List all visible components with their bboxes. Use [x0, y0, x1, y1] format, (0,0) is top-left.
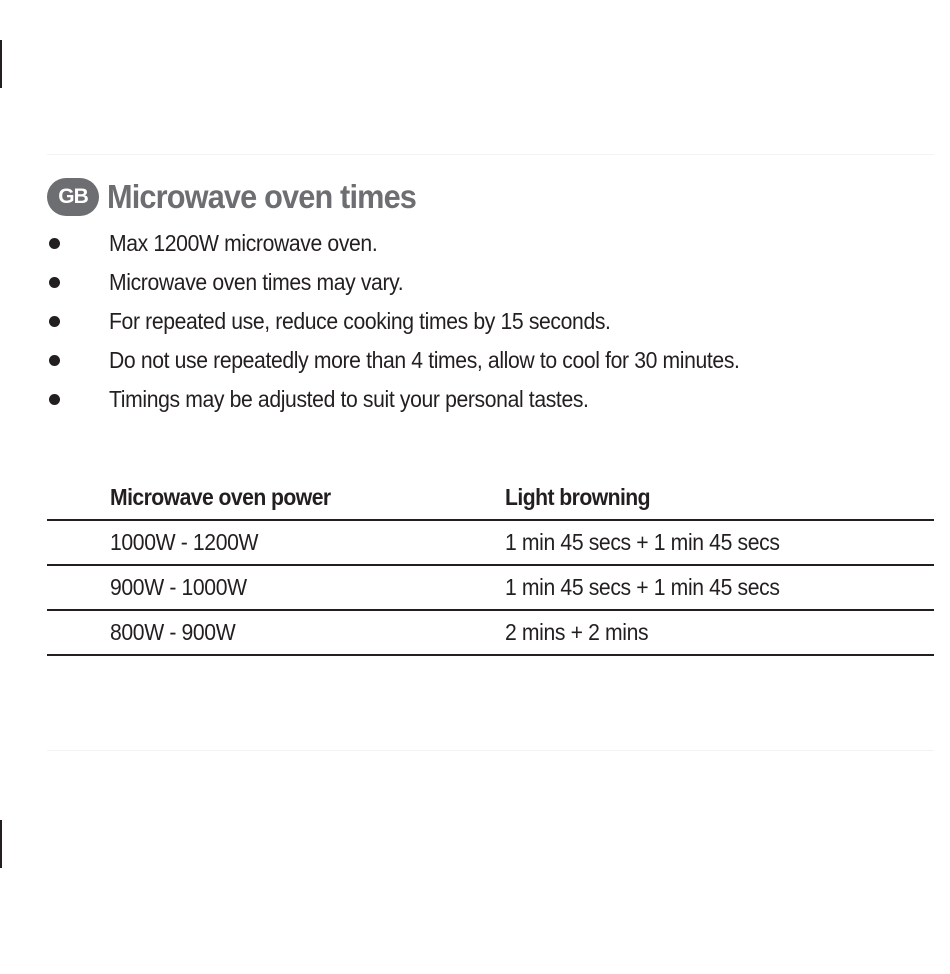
list-item-text: Microwave oven times may vary.: [109, 269, 404, 295]
header-power: Microwave oven power: [110, 484, 331, 510]
power-cell: 800W - 900W: [110, 619, 236, 645]
list-item: [47, 341, 794, 380]
bullet-icon: [49, 394, 60, 405]
table-header-row: [47, 476, 934, 521]
list-item: [47, 263, 794, 302]
list-item: [47, 302, 794, 341]
table-row: [47, 521, 934, 566]
page-divider-bottom: [47, 750, 934, 751]
section-title: Microwave oven times: [107, 178, 417, 215]
language-badge: GB: [47, 178, 99, 216]
instruction-list: [47, 224, 794, 419]
table-row: [47, 566, 934, 611]
crop-mark-bottom: [0, 820, 2, 868]
power-cell: 1000W - 1200W: [110, 529, 259, 555]
bullet-icon: [49, 277, 60, 288]
time-cell: 1 min 45 secs + 1 min 45 secs: [505, 574, 780, 600]
list-item-text: For repeated use, reduce cooking times by 15 seconds.: [109, 308, 611, 334]
list-item: [47, 224, 794, 263]
power-cell: 900W - 1000W: [110, 574, 247, 600]
crop-mark-top: [0, 40, 2, 88]
page-divider-top: [47, 154, 934, 155]
bullet-icon: [49, 355, 60, 366]
section-heading: [47, 178, 439, 216]
list-item: [47, 380, 794, 419]
header-light-browning: Light browning: [505, 484, 651, 510]
list-item-text: Timings may be adjusted to suit your personal tastes.: [109, 386, 589, 412]
cooking-times-table: [47, 476, 934, 656]
bullet-icon: [49, 316, 60, 327]
table-row: [47, 611, 934, 656]
time-cell: 1 min 45 secs + 1 min 45 secs: [505, 529, 780, 555]
time-cell: 2 mins + 2 mins: [505, 619, 649, 645]
bullet-icon: [49, 238, 60, 249]
list-item-text: Max 1200W microwave oven.: [109, 230, 378, 256]
list-item-text: Do not use repeatedly more than 4 times, allow to cool for 30 minutes.: [109, 347, 740, 373]
